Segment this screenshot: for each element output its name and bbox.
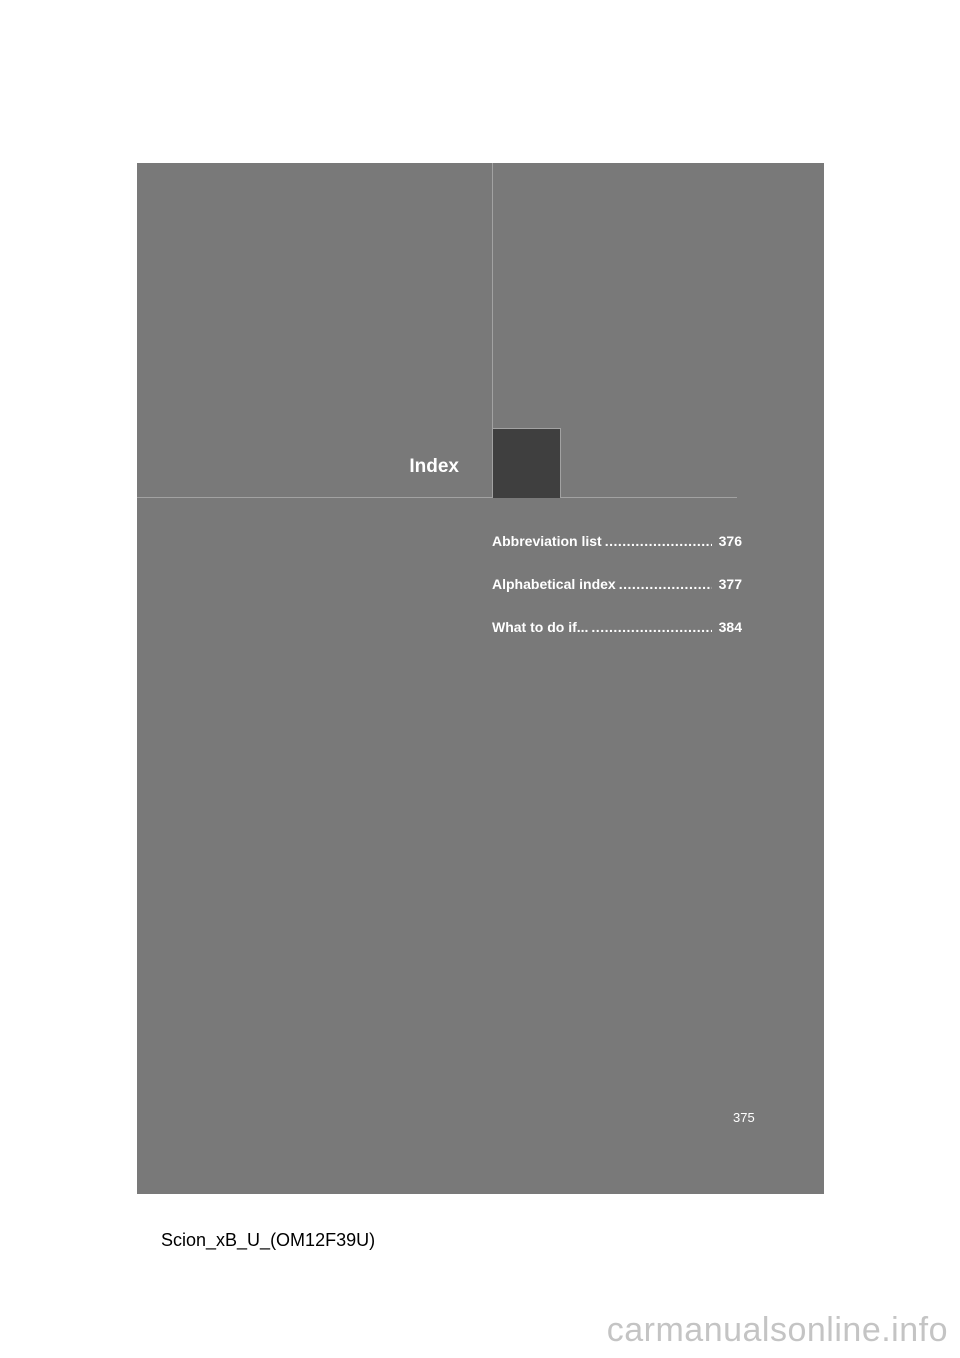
toc-entry-page: 384 (718, 619, 742, 635)
toc-entry-abbreviation-list[interactable] (492, 533, 742, 576)
horizontal-divider (137, 497, 737, 498)
toc-entry-page: 377 (718, 576, 742, 592)
section-tab-marker (493, 428, 561, 498)
watermark: carmanualsonline.info (606, 1311, 948, 1349)
toc-entry-label: Alphabetical index (492, 576, 616, 592)
toc-entry-page: 376 (718, 533, 742, 549)
toc-entry-what-to-do-if[interactable] (492, 619, 742, 662)
index-section-panel (137, 163, 824, 1194)
section-title: Index (409, 456, 459, 477)
toc-leader-dots (619, 576, 712, 592)
toc-entry-alphabetical-index[interactable] (492, 576, 742, 619)
toc-entry-label: Abbreviation list (492, 533, 602, 549)
toc-leader-dots (605, 533, 712, 549)
toc-leader-dots (591, 619, 711, 635)
toc-entry-label: What to do if... (492, 619, 589, 635)
document-code: Scion_xB_U_(OM12F39U) (161, 1230, 376, 1250)
page-number: 375 (733, 1110, 755, 1125)
table-of-contents (492, 533, 742, 662)
